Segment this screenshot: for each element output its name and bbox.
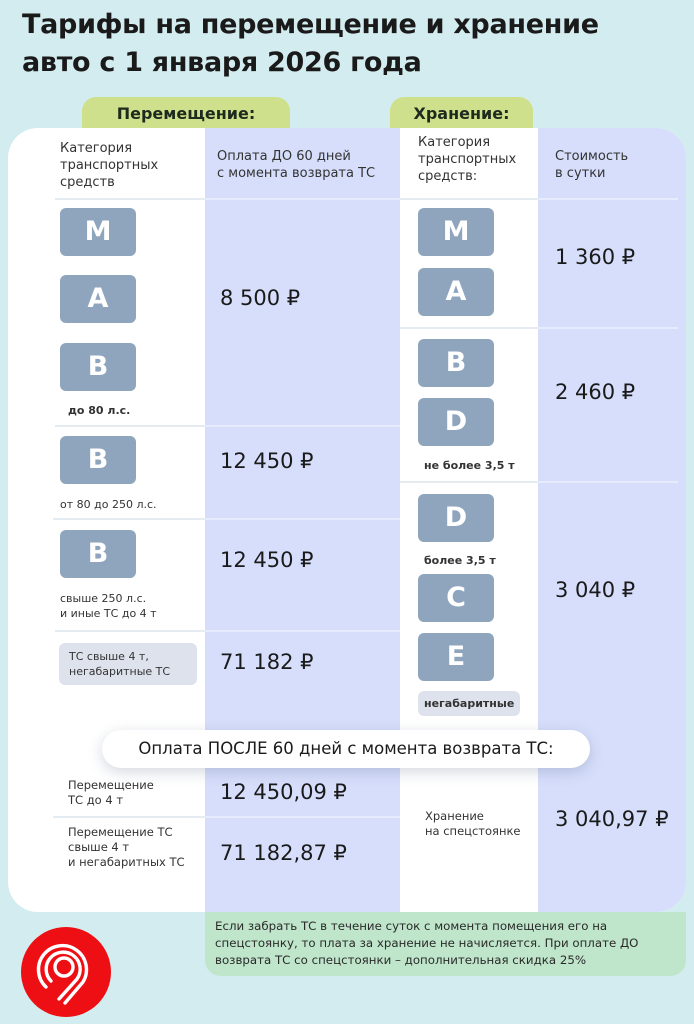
storage-category-header: Категория транспортных средств: [418,135,517,184]
title-line-1: Тарифы на перемещение и хранение [22,9,599,40]
category-pill: негабаритные [418,691,520,716]
category-badge-a: A [418,268,494,316]
category-badge-a: A [60,275,136,323]
storage-price-header: Стоимость в сутки [555,149,629,181]
price-value: 12 450,09 ₽ [220,780,347,804]
category-badge-b: B [418,339,494,387]
divider [205,816,400,818]
price-value: 12 450 ₽ [220,548,314,572]
divider [55,425,205,427]
tariff-card [8,128,686,912]
divider [53,816,205,818]
divider [205,518,400,520]
price-value: 8 500 ₽ [220,286,301,310]
category-badge-d: D [418,398,494,446]
category-note: более 3,5 т [424,554,496,567]
divider [205,198,400,200]
category-badge-e: E [418,633,494,681]
divider [400,481,538,483]
divider [538,198,678,200]
price-value: 71 182 ₽ [220,650,314,674]
page-title [22,6,682,82]
move-price-header: Оплата ДО 60 дней с момента возврата ТС [217,149,376,181]
divider [205,630,400,632]
divider [53,518,205,520]
category-note: от 80 до 250 л.с. [60,498,157,511]
price-value: 3 040,97 ₽ [555,807,669,831]
tab-move: Перемещение: [82,97,290,137]
tab-storage: Хранение: [390,97,533,137]
divider [400,327,538,329]
after60-move-label: Перемещение ТС до 4 т [68,778,154,807]
divider [55,198,205,200]
category-note: свыше 250 л.с. и иные ТС до 4 т [60,592,157,620]
price-value: 3 040 ₽ [555,578,636,602]
after-60-days-banner: Оплата ПОСЛЕ 60 дней с момента возврата ТС: [102,730,590,768]
category-pill: ТС свыше 4 т, негабаритные ТС [59,643,197,685]
moscow-parking-logo-icon [21,927,111,1017]
category-badge-b: B [60,530,136,578]
footer-note: Если забрать ТС в течение суток с момента помещения его на спецстоянку, то плата за хранение не начисляется. При оплате ДО возврата ТС со спецстоянки – дополнительная скидка 25% [205,912,686,976]
divider [400,198,538,200]
price-value: 71 182,87 ₽ [220,841,347,865]
after60-move-label: Перемещение ТС свыше 4 т и негабаритных ТС [68,825,185,869]
category-badge-m: M [418,208,494,256]
category-badge-b: B [60,436,136,484]
category-badge-c: C [418,574,494,622]
price-value: 2 460 ₽ [555,380,636,404]
category-badge-d: D [418,494,494,542]
divider [205,425,400,427]
category-badge-b: B [60,343,136,391]
category-note: до 80 л.с. [68,404,131,417]
price-value: 1 360 ₽ [555,245,636,269]
divider [538,481,678,483]
category-note: не более 3,5 т [424,459,515,472]
move-category-header: Категория транспортных средств [60,141,159,190]
divider [538,327,678,329]
divider [55,630,205,632]
title-line-2: авто с 1 января 2026 года [22,47,422,78]
after60-storage-label: Хранение на спецстоянке [425,809,521,838]
category-badge-m: M [60,208,136,256]
price-value: 12 450 ₽ [220,449,314,473]
